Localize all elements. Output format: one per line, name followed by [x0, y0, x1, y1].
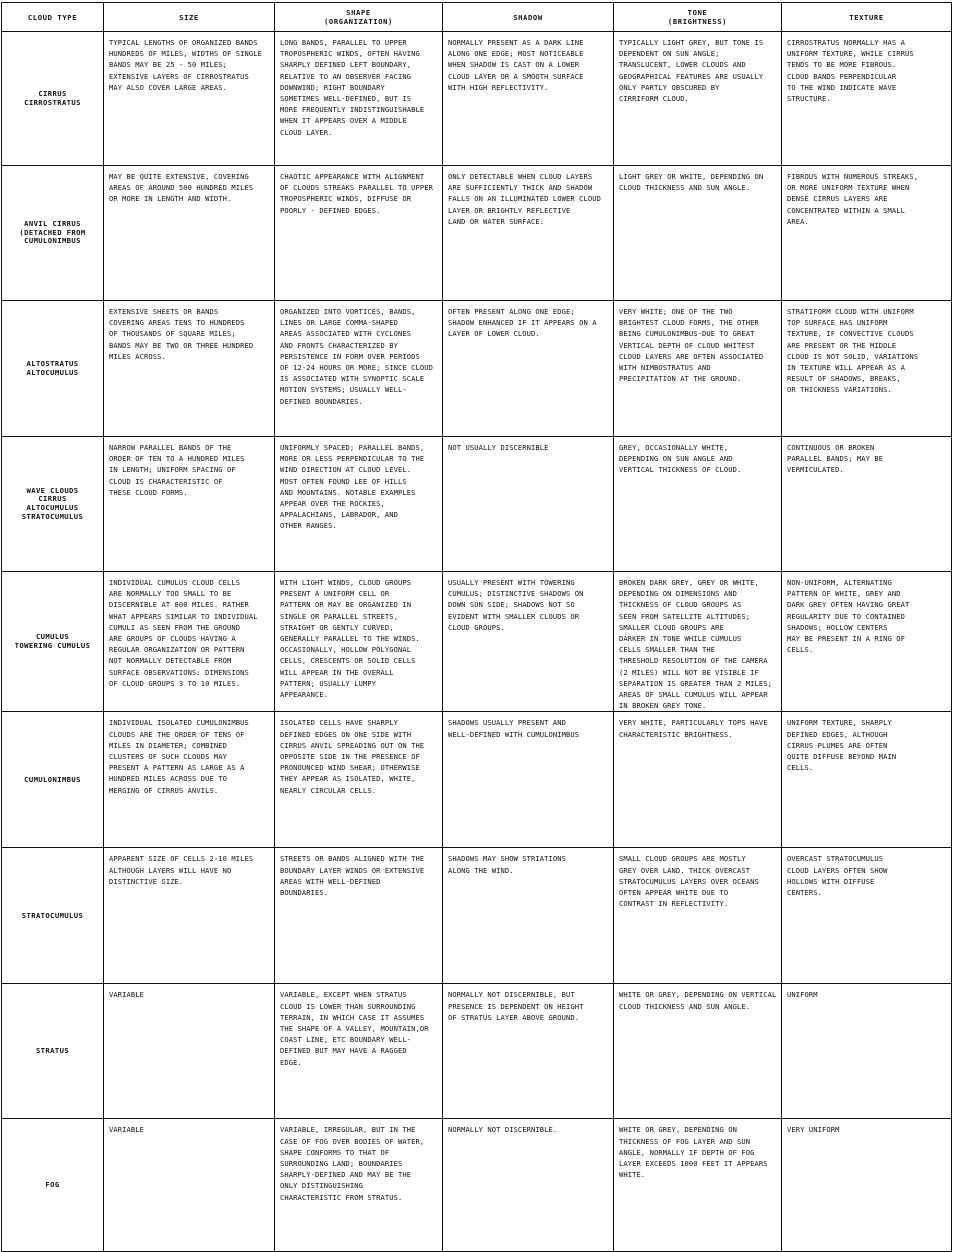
cloud-type-cell: STRATUS: [2, 984, 104, 1119]
texture-cell: NON-UNIFORM, ALTERNATING PATTERN OF WHITE, GREY AND DARK GREY OFTEN HAVING GREAT REGULARITY DUE TO CONTAINED SHADOWS; HOLLOW CENTERS MAY BE PRESENT IN A RING OF CELLS.: [782, 572, 952, 712]
shadow-cell: OFTEN PRESENT ALONG ONE EDGE; SHADOW ENHANCED IF IT APPEARS ON A LAYER OF LOWER CLOUD.: [443, 301, 614, 437]
shape-cell: VARIABLE, EXCEPT WHEN STRATUS CLOUD IS LOWER THAN SURROUNDING TERRAIN, IN WHICH CASE IT ASSUMES THE SHAPE OF A VALLEY, MOUNTAIN,OR COAST LINE, ETC BOUNDARY WELL- DEFINED BUT MAY HAVE A RAGGED EDGE.: [275, 984, 443, 1119]
tone-cell: WHITE OR GREY, DEPENDING ON VERTICAL CLOUD THICKNESS AND SUN ANGLE.: [614, 984, 782, 1119]
size-cell: INDIVIDUAL CUMULUS CLOUD CELLS ARE NORMALLY TOO SMALL TO BE DISCERNIBLE AT 800 MILES. RATHER WHAT APPEARS SIMILAR TO INDIVIDUAL CUMULI AS SEEN FROM THE GROUND ARE GROUPS OF CLOUDS HAVING A REGULAR ORGANIZATION OR PATTERN NOT NORMALLY DETECTABLE FROM SURFACE OBSERVATIONS: DIMENSIONS OF CLOUD GROUPS 3 TO 10 MILES.: [104, 572, 275, 712]
tone-cell: SMALL CLOUD GROUPS ARE MOSTLY GREY OVER LAND. THICK OVERCAST STRATOCUMULUS LAYERS OVER OCEANS OFTEN APPEAR WHITE DUE TO CONTRAST IN REFLECTIVITY.: [614, 848, 782, 984]
size-cell: APPARENT SIZE OF CELLS 2-10 MILES ALTHOUGH LAYERS WILL HAVE NO DISTINCTIVE SIZE.: [104, 848, 275, 984]
tone-cell: VERY WHITE, PARTICULARLY TOPS HAVE CHARACTERISTIC BRIGHTNESS.: [614, 712, 782, 848]
cloud-type-cell: CUMULONIMBUS: [2, 712, 104, 848]
cloud-type-cell: CIRRUS CIRROSTRATUS: [2, 32, 104, 166]
cloud-type-cell: ALTOSTRATUS ALTOCUMULUS: [2, 301, 104, 437]
table-row: [2, 301, 952, 437]
shape-cell: STREETS OR BANDS ALIGNED WITH THE BOUNDARY LAYER WINDS OR EXTENSIVE AREAS WITH WELL-DEFINED BOUNDARIES.: [275, 848, 443, 984]
tone-cell: LIGHT GREY OR WHITE, DEPENDING ON CLOUD THICKNESS AND SUN ANGLE.: [614, 166, 782, 301]
table-row: [2, 984, 952, 1119]
shadow-cell: ONLY DETECTABLE WHEN CLOUD LAYERS ARE SUFFICIENTLY THICK AND SHADOW FALLS ON AN ILLUMINATED LOWER CLOUD LAYER OR BRIGHTLY REFLECTIVE LAND OR WATER SURFACE.: [443, 166, 614, 301]
shadow-cell: SHADOWS USUALLY PRESENT AND WELL-DEFINED WITH CUMULONIMBUS: [443, 712, 614, 848]
cloud-type-cell: FOG: [2, 1119, 104, 1252]
shadow-cell: NORMALLY NOT DISCERNIBLE, BUT PRESENCE IS DEPENDENT ON HEIGHT OF STRATUS LAYER ABOVE GROUND.: [443, 984, 614, 1119]
shape-cell: VARIABLE, IRREGULAR, BUT IN THE CASE OF FOG OVER BODIES OF WATER, SHAPE CONFORMS TO THAT OF SURROUNDING LAND; BOUNDARIES SHARPLY-DEFINED AND MAY BE THE ONLY DISTINGUISHING CHARACTERISTIC FROM STRATUS.: [275, 1119, 443, 1252]
header-size: SIZE: [104, 3, 275, 32]
header-row: [2, 3, 952, 32]
shape-cell: UNIFORMLY SPACED; PARALLEL BANDS, MORE OR LESS PERPENDICULAR TO THE WIND DIRECTION AT CLOUD LEVEL. MOST OFTEN FOUND LEE OF HILLS AND MOUNTAINS. NOTABLE EXAMPLES APPEAR OVER THE ROCKIES, APPALACHIANS, LABRADOR, AND OTHER RANGES.: [275, 437, 443, 572]
shape-cell: ISOLATED CELLS HAVE SHARPLY DEFINED EDGES ON ONE SIDE WITH CIRRUS ANVIL SPREADING OUT ON THE OPPOSITE SIDE IN THE PRESENCE OF PRONOUNCED WIND SHEAR; OTHERWISE THEY APPEAR AS ISOLATED, WHITE, NEARLY CIRCULAR CELLS.: [275, 712, 443, 848]
header-tone: TONE (BRIGHTNESS): [614, 3, 782, 32]
cloud-type-table: [1, 2, 952, 1252]
size-cell: NARROW PARALLEL BANDS OF THE ORDER OF TEN TO A HUNDRED MILES IN LENGTH; UNIFORM SPACING OF CLOUD IS CHARACTERISTIC OF THESE CLOUD FORMS.: [104, 437, 275, 572]
texture-cell: OVERCAST STRATOCUMULUS CLOUD LAYERS OFTEN SHOW HOLLOWS WITH DIFFUSE CENTERS.: [782, 848, 952, 984]
texture-cell: CIRROSTRATUS NORMALLY HAS A UNIFORM TEXTURE, WHILE CIRRUS TENDS TO BE MORE FIBROUS. CLOUD BANDS PERPENDICULAR TO THE WIND INDICATE WAVE STRUCTURE.: [782, 32, 952, 166]
texture-cell: UNIFORM TEXTURE, SHARPLY DEFINED EDGES, ALTHOUGH CIRRUS PLUMES ARE OFTEN QUITE DIFFUSE BEYOND MAIN CELLS.: [782, 712, 952, 848]
cloud-type-cell: ANVIL CIRRUS (DETACHED FROM CUMULONIMBUS: [2, 166, 104, 301]
texture-cell: VERY UNIFORM: [782, 1119, 952, 1252]
shadow-cell: NORMALLY PRESENT AS A DARK LINE ALONG ONE EDGE; MOST NOTICEABLE WHEN SHADOW IS CAST ON A LOWER CLOUD LAYER OR A SMOOTH SURFACE WITH HIGH REFLECTIVITY.: [443, 32, 614, 166]
shadow-cell: SHADOWS MAY SHOW STRIATIONS ALONG THE WIND.: [443, 848, 614, 984]
shadow-cell: USUALLY PRESENT WITH TOWERING CUMULUS; DISTINCTIVE SHADOWS ON DOWN SUN SIDE; SHADOWS NOT SO EVIDENT WITH SMALLER CLOUDS OR CLOUD GROUPS.: [443, 572, 614, 712]
shape-cell: WITH LIGHT WINDS, CLOUD GROUPS PRESENT A UNIFORM CELL OR PATTERN OR MAY BE ORGANIZED IN SINGLE OR PARALLEL STREETS, STRAIGHT OR GENTLY CURVED, GENERALLY PARALLEL TO THE WINDS. OCCASIONALLY, HOLLOW POLYGONAL CELLS, CRESCENTS OR SOLID CELLS WILL APPEAR IN THE OVERALL PATTERN; USUALLY LUMPY APPEARANCE.: [275, 572, 443, 712]
header-shape: SHAPE (ORGANIZATION): [275, 3, 443, 32]
table-row: [2, 712, 952, 848]
size-cell: INDIVIDUAL ISOLATED CUMULONIMBUS CLOUDS ARE THE ORDER OF TENS OF MILES IN DIAMETER; COMBINED CLUSTERS OF SUCH CLOUDS MAY PRESENT A PATTERN AS LARGE AS A HUNDRED MILES ACROSS DUE TO MERGING OF CIRRUS ANVILS.: [104, 712, 275, 848]
texture-cell: FIBROUS WITH NUMEROUS STREAKS, OR MORE UNIFORM TEXTURE WHEN DENSE CIRRUS LAYERS ARE CONCENTRATED WITHIN A SMALL AREA.: [782, 166, 952, 301]
table-row: [2, 166, 952, 301]
size-cell: VARIABLE: [104, 1119, 275, 1252]
shape-cell: ORGANIZED INTO VORTICES, BANDS, LINES OR LARGE COMMA-SHAPED AREAS ASSOCIATED WITH CYCLONES AND FRONTS CHARACTERIZED BY PERSISTENCE IN FORM OVER PERIODS OF 12-24 HOURS OR MORE; SINCE CLOUD IS ASSOCIATED WITH SYNOPTIC SCALE MOTION SYSTEMS; USUALLY WELL- DEFINED BOUNDARIES.: [275, 301, 443, 437]
table-row: [2, 1119, 952, 1252]
size-cell: EXTENSIVE SHEETS OR BANDS COVERING AREAS TENS TO HUNDREDS OF THOUSANDS OF SQUARE MILES; BANDS MAY BE TWO OR THREE HUNDRED MILES ACROSS.: [104, 301, 275, 437]
size-cell: VARIABLE: [104, 984, 275, 1119]
shadow-cell: NOT USUALLY DISCERNIBLE: [443, 437, 614, 572]
header-cloud-type: CLOUD TYPE: [2, 3, 104, 32]
cloud-type-cell: WAVE CLOUDS CIRRUS ALTOCUMULUS STRATOCUMULUS: [2, 437, 104, 572]
texture-cell: STRATIFORM CLOUD WITH UNIFORM TOP SURFACE HAS UNIFORM TEXTURE, IF CONVECTIVE CLOUDS ARE PRESENT OR THE MIDDLE CLOUD IS NOT SOLID, VARIATIONS IN TEXTURE WILL APPEAR AS A RESULT OF SHADOWS, BREAKS, OR THICKNESS VARIATIONS.: [782, 301, 952, 437]
texture-cell: UNIFORM: [782, 984, 952, 1119]
size-cell: MAY BE QUITE EXTENSIVE, COVERING AREAS OF AROUND 500 HUNDRED MILES OR MORE IN LENGTH AND WIDTH.: [104, 166, 275, 301]
texture-cell: CONTINUOUS OR BROKEN PARALLEL BANDS; MAY BE VERMICULATED.: [782, 437, 952, 572]
table-row: [2, 572, 952, 712]
table-row: [2, 848, 952, 984]
shadow-cell: NORMALLY NOT DISCERNIBLE.: [443, 1119, 614, 1252]
tone-cell: VERY WHITE; ONE OF THE TWO BRIGHTEST CLOUD FORMS, THE OTHER BEING CUMULONIMBUS-DUE TO GREAT VERTICAL DEPTH OF CLOUD WHITEST CLOUD LAYERS ARE OFTEN ASSOCIATED WITH NIMBOSTRATUS AND PRECIPITATION AT THE GROUND.: [614, 301, 782, 437]
table-row: [2, 32, 952, 166]
size-cell: TYPICAL LENGTHS OF ORGANIZED BANDS HUNDREDS OF MILES, WIDTHS OF SINGLE BANDS MAY BE 25 - 50 MILES; EXTENSIVE LAYERS OF CIRROSTRATUS MAY ALSO COVER LARGE AREAS.: [104, 32, 275, 166]
header-shadow: SHADOW: [443, 3, 614, 32]
cloud-type-cell: CUMULUS TOWERING CUMULUS: [2, 572, 104, 712]
header-texture: TEXTURE: [782, 3, 952, 32]
shape-cell: CHAOTIC APPEARANCE WITH ALIGNMENT OF CLOUDS STREAKS PARALLEL TO UPPER TROPOSPHERIC WINDS, DIFFUSE OR POORLY - DEFINED EDGES.: [275, 166, 443, 301]
shape-cell: LONG BANDS, PARALLEL TO UPPER TROPOSPHERIC WINDS, OFTEN HAVING SHARPLY DEFINED LEFT BOUNDARY, RELATIVE TO AN OBSERVER FACING DOWNWIND; RIGHT BOUNDARY SOMETIMES WELL-DEFINED, BUT IS MORE FREQUENTLY INDISTINGUISHABLE WHEN IT APPEARS OVER A MIDDLE CLOUD LAYER.: [275, 32, 443, 166]
table-row: [2, 437, 952, 572]
tone-cell: GREY, OCCASIONALLY WHITE, DEPENDING ON SUN ANGLE AND VERTICAL THICKNESS OF CLOUD.: [614, 437, 782, 572]
cloud-type-cell: STRATOCUMULUS: [2, 848, 104, 984]
tone-cell: BROKEN DARK GREY, GREY OR WHITE, DEPENDING ON DIMENSIONS AND THICKNESS OF CLOUD GROUPS AS SEEN FROM SATELLITE ALTITUDES; SMALLER CLOUD GROUPS ARE DARKER IN TONE WHILE CUMULUS CELLS SMALLER THAN THE THRESHOLD RESOLUTION OF THE CAMERA (2 MILES) WILL NOT BE VISIBLE IF SEPARATION IS GREATER THAN 2 MILES; AREAS OF SMALL CUMULUS WILL APPEAR IN BROKEN GREY TONE.: [614, 572, 782, 712]
tone-cell: WHITE OR GREY, DEPENDING ON THICKNESS OF FOG LAYER AND SUN ANGLE, NORMALLY IF DEPTH OF FOG LAYER EXCEEDS 1000 FEET IT APPEARS WHITE.: [614, 1119, 782, 1252]
tone-cell: TYPICALLY LIGHT GREY, BUT TONE IS DEPENDENT ON SUN ANGLE; TRANSLUCENT, LOWER CLOUDS AND GEOGRAPHICAL FEATURES ARE USUALLY ONLY PARTLY OBSCURED BY CIRRIFORM CLOUD.: [614, 32, 782, 166]
